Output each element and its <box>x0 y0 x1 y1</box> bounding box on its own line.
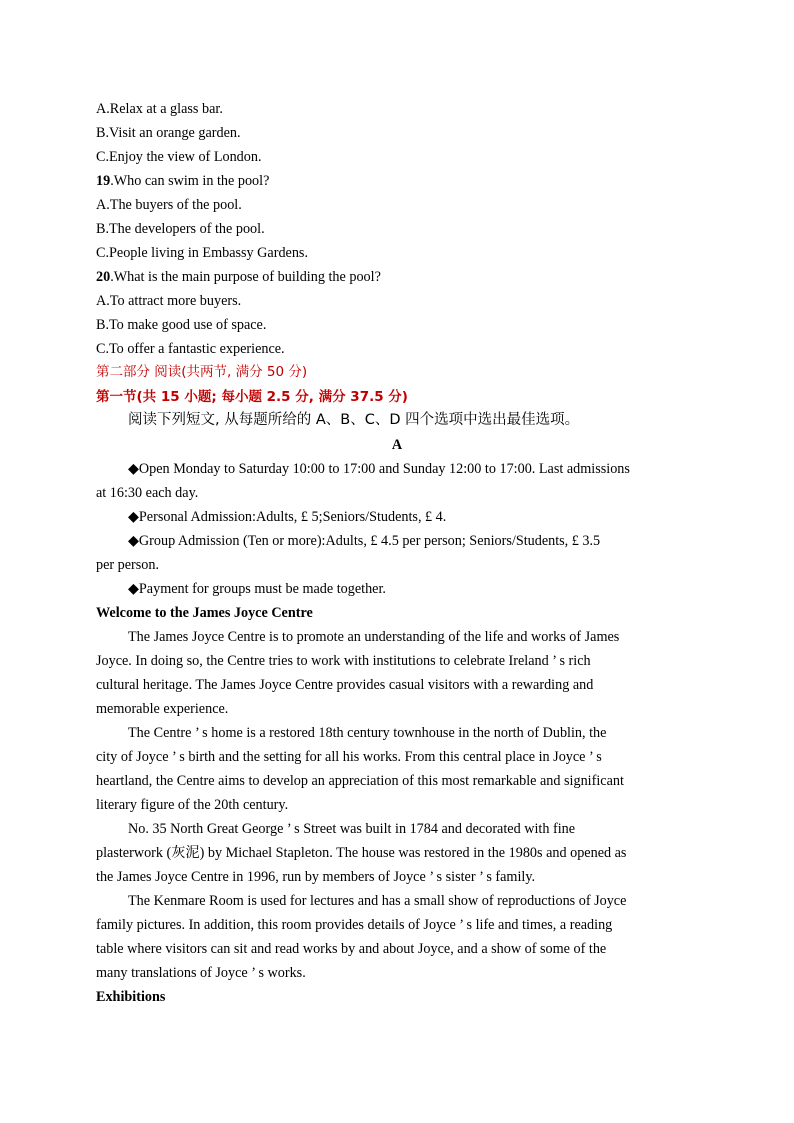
paragraph-line: the James Joyce Centre in 1996, run by members of Joyce ’ s sister ’ s family. <box>96 869 536 885</box>
q20-option-c: C.To offer a fantastic experience. <box>96 341 285 357</box>
section-heading: 第一节(共 15 小题; 每小题 2.5 分, 满分 37.5 分) <box>96 389 408 405</box>
q19-option-b: B.The developers of the pool. <box>96 221 265 237</box>
exhibitions-heading: Exhibitions <box>96 989 166 1005</box>
question-number: 19 <box>96 173 111 189</box>
part-heading: 第二部分 阅读(共两节, 满分 50 分) <box>96 364 308 380</box>
info-group-admission: ◆Group Admission (Ten or more):Adults, £ 4.5 per person; Seniors/Students, £ 3.5 <box>128 533 601 549</box>
paragraph-line: cultural heritage. The James Joyce Centre provides casual visitors with a rewarding and <box>96 677 594 693</box>
paragraph-line: literary figure of the 20th century. <box>96 797 289 813</box>
info-group-admission-cont: per person. <box>96 557 160 573</box>
paragraph-line: The Kenmare Room is used for lectures and has a small show of reproductions of Joyce <box>128 893 627 909</box>
paragraph-line: memorable experience. <box>96 701 229 717</box>
q19-option-c: C.People living in Embassy Gardens. <box>96 245 309 261</box>
q19-option-a: A.The buyers of the pool. <box>96 197 242 213</box>
paragraph-line: table where visitors can sit and read works by and about Joyce, and a show of some of the <box>96 941 607 957</box>
q18-option-c: C.Enjoy the view of London. <box>96 149 262 165</box>
info-personal-admission: ◆Personal Admission:Adults, £ 5;Seniors/Students, £ 4. <box>128 509 447 525</box>
info-payment: ◆Payment for groups must be made together. <box>128 581 386 597</box>
info-hours: ◆Open Monday to Saturday 10:00 to 17:00 and Sunday 12:00 to 17:00. Last admissions <box>128 461 630 477</box>
q20-option-b: B.To make good use of space. <box>96 317 267 333</box>
paragraph-line: The Centre ’ s home is a restored 18th century townhouse in the north of Dublin, the <box>128 725 607 741</box>
question-stem: .Who can swim in the pool? <box>110 173 270 189</box>
paragraph-line: plasterwork (灰泥) by Michael Stapleton. The house was restored in the 1980s and opened as <box>96 845 627 861</box>
paragraph-line: No. 35 North Great George ’ s Street was built in 1784 and decorated with fine <box>128 821 576 837</box>
info-hours-cont: at 16:30 each day. <box>96 485 199 501</box>
passage-letter: A <box>391 437 403 453</box>
paragraph-line: many translations of Joyce ’ s works. <box>96 965 306 981</box>
q20-option-a: A.To attract more buyers. <box>96 293 242 309</box>
paragraph-line: family pictures. In addition, this room provides details of Joyce ’ s life and times, a reading <box>96 917 613 933</box>
paragraph-line: The James Joyce Centre is to promote an understanding of the life and works of James <box>128 629 620 645</box>
paragraph-line: Joyce. In doing so, the Centre tries to work with institutions to celebrate Ireland ’ s rich <box>96 653 591 669</box>
paragraph-line: heartland, the Centre aims to develop an appreciation of this most remarkable and significant <box>96 773 624 789</box>
instruction: 阅读下列短文, 从每题所给的 A、B、C、D 四个选项中选出最佳选项。 <box>128 412 580 428</box>
paragraph-line: city of Joyce ’ s birth and the setting for all his works. From this central place in Joyce ’ s <box>96 749 602 765</box>
question-stem: .What is the main purpose of building the pool? <box>110 269 381 285</box>
q18-option-b: B.Visit an orange garden. <box>96 125 241 141</box>
question-20 <box>96 265 381 289</box>
passage-title: Welcome to the James Joyce Centre <box>96 605 313 621</box>
question-19 <box>96 169 269 193</box>
question-number: 20 <box>96 269 111 285</box>
q18-option-a: A.Relax at a glass bar. <box>96 101 223 117</box>
